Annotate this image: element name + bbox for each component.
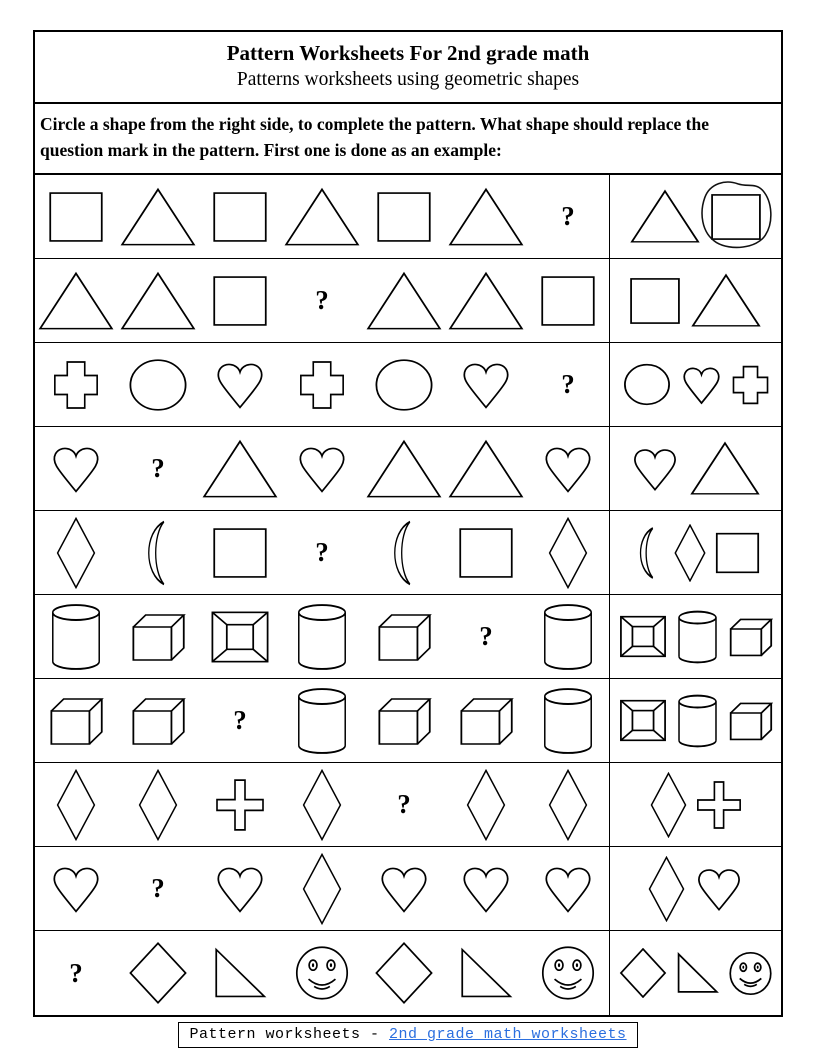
- pattern-row: [35, 259, 781, 343]
- shape-diamond: [650, 772, 687, 838]
- shape-triangle: [37, 271, 115, 331]
- shape-heart: [680, 364, 723, 406]
- shape-cylinder: [49, 603, 103, 671]
- shape-frame: [619, 698, 667, 743]
- shape-cube: [458, 696, 514, 746]
- shape-diamond: [648, 856, 685, 922]
- shape-square: [540, 275, 596, 327]
- answer-option[interactable]: [732, 365, 769, 405]
- shape-square: [715, 532, 760, 574]
- answer-option[interactable]: [696, 780, 742, 830]
- sequence-cell: [35, 511, 117, 594]
- sequence-cell: [445, 511, 527, 594]
- sequence-cell: [117, 679, 199, 762]
- shape-diamond-wide: [619, 948, 667, 998]
- sequence-cell: [527, 931, 609, 1015]
- sequence-cell: [35, 259, 117, 342]
- shape-square: [458, 527, 514, 579]
- sequence-cell: [445, 175, 527, 258]
- sequence-cell: [445, 679, 527, 762]
- shape-cross: [299, 360, 345, 410]
- pattern-sequence: [35, 847, 610, 930]
- sequence-cell: [527, 763, 609, 846]
- sequence-cell: [363, 511, 445, 594]
- footer-box: [178, 1022, 637, 1048]
- sequence-cell: [527, 427, 609, 510]
- answer-option[interactable]: [619, 614, 667, 659]
- answer-option[interactable]: [623, 363, 671, 406]
- shape-circle: [623, 363, 671, 406]
- answer-options: [610, 763, 781, 846]
- sequence-cell: [35, 595, 117, 678]
- sequence-cell: [199, 847, 281, 930]
- sequence-cell: [35, 763, 117, 846]
- answer-options: [610, 259, 781, 342]
- shape-cube: [48, 696, 104, 746]
- shape-heart: [541, 443, 595, 495]
- shape-cube: [130, 696, 186, 746]
- answer-option[interactable]: [676, 694, 719, 748]
- shape-diamond: [56, 769, 96, 841]
- shape-triangle: [447, 439, 525, 499]
- shape-heart: [694, 865, 744, 913]
- question-mark: ?: [151, 873, 165, 904]
- sequence-cell: [527, 511, 609, 594]
- pattern-row: [35, 763, 781, 847]
- pattern-row: [35, 847, 781, 931]
- shape-frame: [619, 614, 667, 659]
- shape-smiley: [540, 945, 596, 1001]
- answer-options: [610, 427, 781, 510]
- sequence-cell: [199, 175, 281, 258]
- sequence-cell: [363, 763, 445, 846]
- sequence-cell: [117, 511, 199, 594]
- sequence-cell: [199, 595, 281, 678]
- question-mark: ?: [479, 621, 493, 652]
- sequence-cell: [363, 427, 445, 510]
- shape-diamond: [548, 769, 588, 841]
- shape-heart: [213, 863, 267, 915]
- shape-cross: [53, 360, 99, 410]
- shape-cube: [376, 696, 432, 746]
- question-mark: ?: [561, 201, 575, 232]
- sequence-cell: [527, 679, 609, 762]
- sequence-cell: [199, 931, 281, 1015]
- shape-cube: [728, 617, 773, 657]
- shape-square: [212, 275, 268, 327]
- answer-option[interactable]: [690, 273, 762, 328]
- sequence-cell: [117, 931, 199, 1015]
- shape-diamond-wide: [374, 942, 434, 1004]
- shape-cylinder: [676, 694, 719, 748]
- sequence-cell: [281, 511, 363, 594]
- shape-triangle: [629, 189, 701, 244]
- pattern-sequence: [35, 595, 610, 678]
- pattern-row: [35, 679, 781, 763]
- shape-diamond: [674, 524, 706, 582]
- shape-diamond-wide: [128, 942, 188, 1004]
- shape-cross: [732, 365, 769, 405]
- footer-text: Pattern worksheets -: [189, 1026, 389, 1043]
- answer-options: [610, 931, 781, 1015]
- shape-heart: [459, 359, 513, 411]
- shape-square: [710, 193, 762, 241]
- sequence-cell: [281, 175, 363, 258]
- pattern-rows: [35, 175, 781, 1015]
- shape-heart: [49, 863, 103, 915]
- shape-heart: [630, 445, 680, 493]
- question-mark: ?: [561, 369, 575, 400]
- sequence-cell: [445, 595, 527, 678]
- answer-option[interactable]: [680, 364, 723, 406]
- question-mark: ?: [69, 957, 83, 988]
- sequence-cell: [363, 679, 445, 762]
- sequence-cell: [281, 343, 363, 426]
- sequence-cell: [35, 931, 117, 1015]
- shape-right-triangle: [676, 952, 719, 994]
- instructions-text: Circle a shape from the right side, to complete the pattern. What shape should replace the question mark in the pattern. First one is done as an example:: [35, 104, 781, 176]
- shape-plus: [215, 778, 265, 832]
- footer: [0, 1022, 816, 1048]
- answer-option[interactable]: [676, 952, 719, 994]
- sequence-cell: [117, 175, 199, 258]
- answer-option[interactable]: [619, 698, 667, 743]
- shape-heart: [213, 359, 267, 411]
- answer-option[interactable]: [631, 526, 665, 580]
- shape-triangle: [689, 441, 761, 496]
- pattern-sequence: [35, 343, 610, 426]
- footer-link[interactable]: 2nd grade math worksheets: [388, 1026, 627, 1043]
- pattern-row: [35, 511, 781, 595]
- shape-crescent: [631, 526, 665, 580]
- shape-cube: [130, 612, 186, 662]
- answer-option[interactable]: [630, 445, 680, 493]
- page-subtitle: Patterns worksheets using geometric shapes: [236, 69, 580, 91]
- page-title: Pattern Worksheets For 2nd grade math: [226, 41, 590, 65]
- sequence-cell: [527, 175, 609, 258]
- sequence-cell: [199, 511, 281, 594]
- answer-options: [610, 511, 781, 594]
- answer-option[interactable]: [710, 193, 762, 241]
- sequence-cell: [363, 595, 445, 678]
- shape-plus: [696, 780, 742, 830]
- shape-cube: [376, 612, 432, 662]
- answer-option[interactable]: [629, 189, 701, 244]
- shape-heart: [541, 863, 595, 915]
- sequence-cell: [199, 427, 281, 510]
- worksheet-header: [35, 32, 781, 104]
- pattern-row: [35, 175, 781, 259]
- question-mark: ?: [397, 789, 411, 820]
- sequence-cell: [363, 259, 445, 342]
- shape-heart: [49, 443, 103, 495]
- sequence-cell: [281, 763, 363, 846]
- answer-options: [610, 847, 781, 930]
- shape-square: [629, 277, 681, 325]
- shape-frame: [210, 609, 270, 665]
- pattern-row: [35, 931, 781, 1015]
- sequence-cell: [199, 679, 281, 762]
- pattern-sequence: [35, 427, 610, 510]
- shape-crescent: [383, 519, 425, 587]
- shape-right-triangle: [213, 947, 267, 999]
- sequence-cell: [199, 259, 281, 342]
- shape-cylinder: [541, 603, 595, 671]
- sequence-cell: [117, 343, 199, 426]
- shape-triangle: [201, 439, 279, 499]
- shape-diamond: [302, 769, 342, 841]
- pattern-sequence: [35, 511, 610, 594]
- sequence-cell: [445, 847, 527, 930]
- pattern-sequence: [35, 175, 610, 258]
- shape-triangle: [283, 187, 361, 247]
- question-mark: ?: [315, 537, 329, 568]
- sequence-cell: [445, 259, 527, 342]
- shape-cylinder: [295, 687, 349, 755]
- sequence-cell: [117, 259, 199, 342]
- answer-options: [610, 343, 781, 426]
- sequence-cell: [527, 847, 609, 930]
- answer-option[interactable]: [648, 856, 685, 922]
- answer-option[interactable]: [689, 441, 761, 496]
- question-mark: ?: [151, 453, 165, 484]
- sequence-cell: [445, 931, 527, 1015]
- sequence-cell: [35, 175, 117, 258]
- answer-options: [610, 679, 781, 762]
- shape-square: [376, 191, 432, 243]
- shape-cube: [728, 701, 773, 741]
- sequence-cell: [281, 259, 363, 342]
- shape-crescent: [137, 519, 179, 587]
- shape-triangle: [365, 271, 443, 331]
- sequence-cell: [445, 763, 527, 846]
- answer-option[interactable]: [728, 951, 773, 996]
- shape-circle: [128, 358, 188, 412]
- sequence-cell: [281, 847, 363, 930]
- shape-cylinder: [295, 603, 349, 671]
- shape-triangle: [365, 439, 443, 499]
- sequence-cell: [35, 427, 117, 510]
- sequence-cell: [117, 427, 199, 510]
- worksheet: [33, 30, 783, 1017]
- pattern-sequence: [35, 259, 610, 342]
- answer-option[interactable]: [728, 701, 773, 741]
- sequence-cell: [35, 847, 117, 930]
- shape-triangle: [447, 271, 525, 331]
- sequence-cell: [117, 847, 199, 930]
- pattern-sequence: [35, 931, 610, 1015]
- shape-triangle: [690, 273, 762, 328]
- sequence-cell: [199, 763, 281, 846]
- answer-option[interactable]: [694, 865, 744, 913]
- sequence-cell: [527, 343, 609, 426]
- shape-diamond: [138, 769, 178, 841]
- pattern-row: [35, 595, 781, 679]
- sequence-cell: [445, 343, 527, 426]
- shape-triangle: [119, 271, 197, 331]
- sequence-cell: [281, 595, 363, 678]
- sequence-cell: [445, 427, 527, 510]
- sequence-cell: [281, 931, 363, 1015]
- shape-heart: [377, 863, 431, 915]
- shape-diamond: [548, 517, 588, 589]
- pattern-row: [35, 427, 781, 511]
- shape-triangle: [447, 187, 525, 247]
- answer-option[interactable]: [676, 610, 719, 664]
- sequence-cell: [527, 259, 609, 342]
- sequence-cell: [35, 679, 117, 762]
- pattern-sequence: [35, 679, 610, 762]
- sequence-cell: [527, 595, 609, 678]
- shape-diamond: [56, 517, 96, 589]
- answer-options: [610, 175, 781, 258]
- sequence-cell: [117, 763, 199, 846]
- answer-option[interactable]: [619, 948, 667, 998]
- sequence-cell: [117, 595, 199, 678]
- shape-cylinder: [676, 610, 719, 664]
- answer-option[interactable]: [728, 617, 773, 657]
- sequence-cell: [281, 679, 363, 762]
- shape-diamond: [466, 769, 506, 841]
- shape-diamond: [302, 853, 342, 925]
- shape-square: [212, 527, 268, 579]
- pattern-row: [35, 343, 781, 427]
- sequence-cell: [35, 343, 117, 426]
- sequence-cell: [363, 847, 445, 930]
- answer-option[interactable]: [674, 524, 706, 582]
- answer-options: [610, 595, 781, 678]
- shape-heart: [295, 443, 349, 495]
- sequence-cell: [363, 343, 445, 426]
- question-mark: ?: [233, 705, 247, 736]
- shape-square: [212, 191, 268, 243]
- pattern-sequence: [35, 763, 610, 846]
- shape-heart: [459, 863, 513, 915]
- shape-smiley: [294, 945, 350, 1001]
- shape-circle: [374, 358, 434, 412]
- sequence-cell: [363, 175, 445, 258]
- shape-right-triangle: [459, 947, 513, 999]
- shape-square: [48, 191, 104, 243]
- sequence-cell: [281, 427, 363, 510]
- answer-option[interactable]: [629, 277, 681, 325]
- shape-triangle: [119, 187, 197, 247]
- question-mark: ?: [315, 285, 329, 316]
- shape-cylinder: [541, 687, 595, 755]
- sequence-cell: [199, 343, 281, 426]
- sequence-cell: [363, 931, 445, 1015]
- answer-option[interactable]: [715, 532, 760, 574]
- answer-option[interactable]: [650, 772, 687, 838]
- shape-smiley: [728, 951, 773, 996]
